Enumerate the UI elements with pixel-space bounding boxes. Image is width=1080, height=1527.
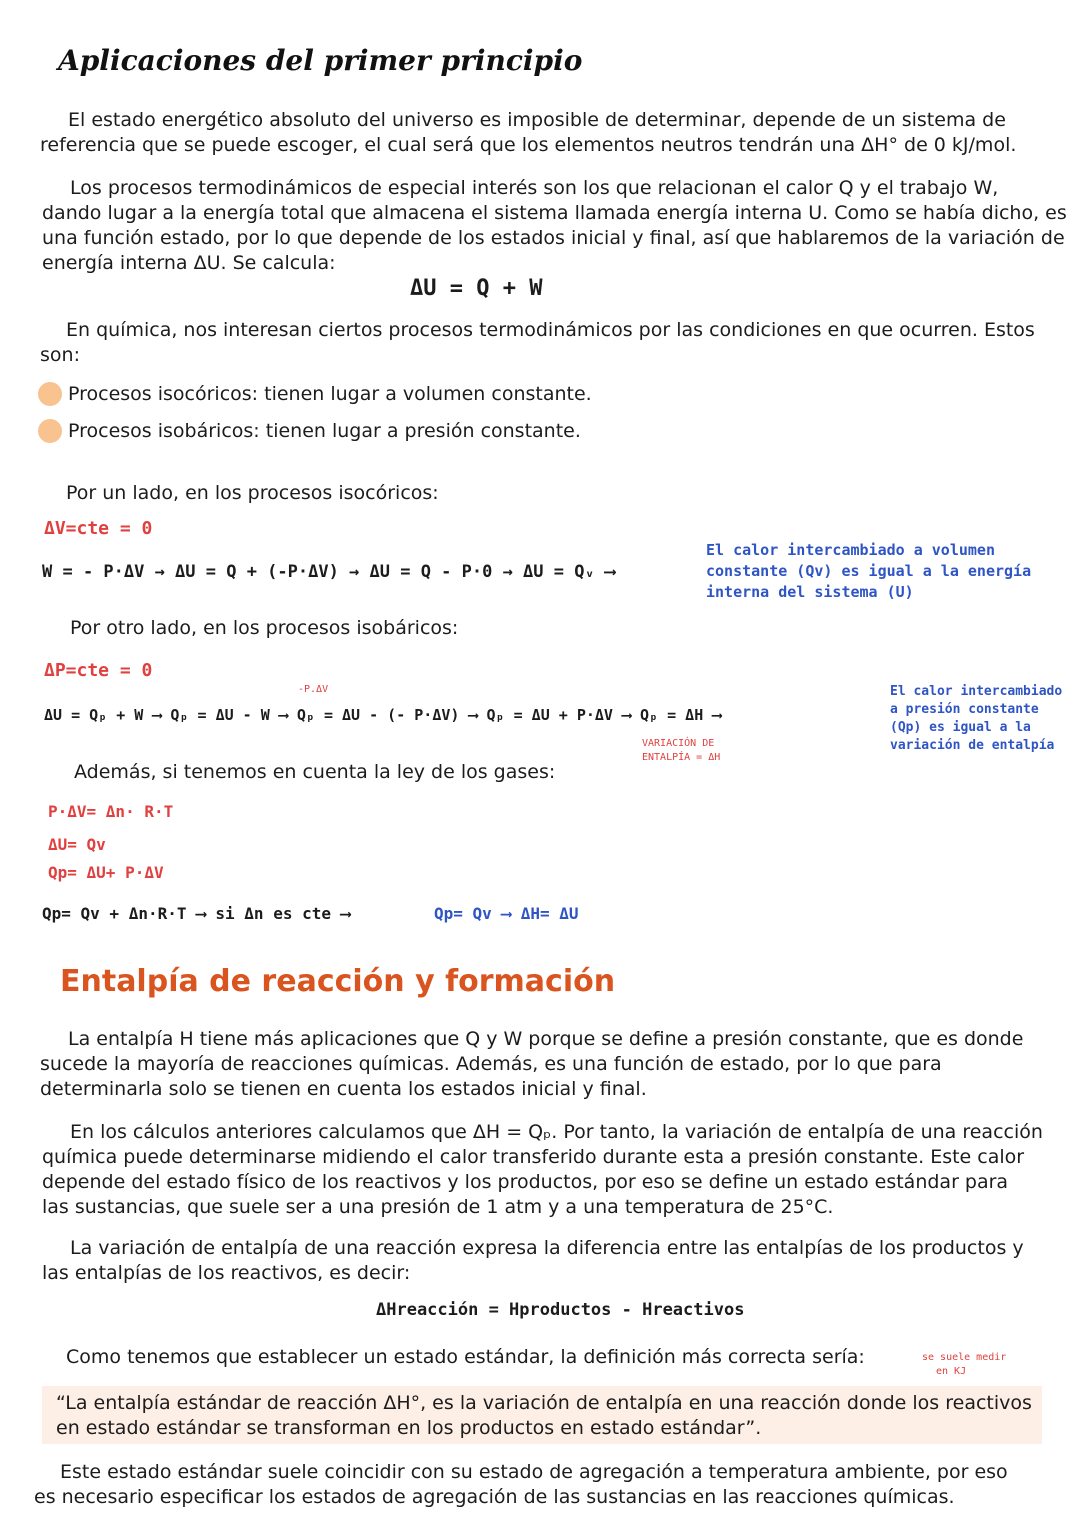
isocoric-note-line: interna del sistema (U) xyxy=(706,583,914,601)
quote-line: “La entalpía estándar de reacción ΔH°, es la variación de entalpía en una reacción donde los reactivos xyxy=(56,1392,1032,1414)
side-note: en KJ xyxy=(936,1366,967,1377)
isobaric-small-note: -P.ΔV xyxy=(298,684,329,695)
section-title-entalpia: Entalpía de reacción y formación xyxy=(60,964,616,999)
section-title-primer-principio: Aplicaciones del primer principio xyxy=(58,44,583,77)
gases-equation: ΔU= Qv xyxy=(48,835,106,854)
isobaric-note-line: (Qp) es igual a la xyxy=(890,720,1031,735)
isocoric-note-line: El calor intercambiado a volumen xyxy=(706,541,995,559)
paragraph-line: La entalpía H tiene más aplicaciones que Q y W porque se define a presión constante, que es donde xyxy=(68,1028,1024,1050)
paragraph-line: depende del estado físico de los reactivos y los productos, por eso se define un estado estándar para xyxy=(42,1171,1009,1193)
isobaric-intro: Por otro lado, en los procesos isobáricos: xyxy=(70,617,459,639)
isocoric-derivation: W = - P·ΔV → ΔU = Q + (-P·ΔV) → ΔU = Q - P·0 → ΔU = Qᵥ ⟶ xyxy=(42,562,616,582)
paragraph-line: La variación de entalpía de una reacción expresa la diferencia entre las entalpías de los productos y xyxy=(70,1237,1024,1259)
gases-equation: P·ΔV= Δn· R·T xyxy=(48,802,174,821)
bullet-isocoric: Procesos isocóricos: tienen lugar a volumen constante. xyxy=(68,383,592,405)
bullet-isobaric: Procesos isobáricos: tienen lugar a presión constante. xyxy=(68,420,581,442)
quote-line: en estado estándar se transforman en los productos en estado estándar”. xyxy=(56,1417,762,1439)
isobaric-condition: ΔP=cte = 0 xyxy=(44,660,153,681)
paragraph-line: sucede la mayoría de reacciones químicas. Además, es una función de estado, por lo que para xyxy=(40,1053,942,1075)
side-note: se suele medir xyxy=(922,1352,1007,1363)
isobaric-note-line: El calor intercambiado xyxy=(890,684,1063,699)
paragraph-line: es necesario especificar los estados de agregación de las sustancias en las reacciones químicas. xyxy=(34,1486,955,1508)
final-derivation-a: Qp= Qv + Δn·R·T ⟶ si Δn es cte ⟶ xyxy=(42,904,351,923)
paragraph-line: En los cálculos anteriores calculamos que ΔH = Qₚ. Por tanto, la variación de entalpía de una reacción xyxy=(70,1121,1043,1143)
gases-equation: Qp= ΔU+ P·ΔV xyxy=(48,863,164,882)
bullet-dot-icon xyxy=(38,419,62,443)
paragraph-line: Como tenemos que establecer un estado estándar, la definición más correcta sería: xyxy=(66,1346,865,1368)
paragraph-line: El estado energético absoluto del universo es imposible de determinar, depende de un sistema de xyxy=(68,109,1006,131)
isobaric-note-line: a presión constante xyxy=(890,702,1039,717)
paragraph-line: energía interna ΔU. Se calcula: xyxy=(42,252,336,274)
formula-internal-energy: ΔU = Q + W xyxy=(410,276,543,301)
isocoric-intro: Por un lado, en los procesos isocóricos: xyxy=(66,482,439,504)
paragraph-line: química puede determinarse midiendo el calor transferido durante esta a presión constante. Este calor xyxy=(42,1146,1025,1168)
paragraph-line: una función estado, por lo que depende de los estados inicial y final, así que hablaremos de la variación de xyxy=(42,227,1065,249)
paragraph-line: las entalpías de los reactivos, es decir: xyxy=(42,1262,411,1284)
isobaric-underline-note: VARIACIÓN DE xyxy=(642,738,715,749)
quote-box xyxy=(42,1386,1042,1444)
paragraph-line: las sustancias, que suele ser a una presión de 1 atm y a una temperatura de 25°C. xyxy=(42,1196,834,1218)
isocoric-note-line: constante (Qv) es igual a la energía xyxy=(706,562,1032,580)
paragraph-line: En química, nos interesan ciertos procesos termodinámicos por las condiciones en que ocurren. Estos xyxy=(66,319,1035,341)
paragraph-line: determinarla solo se tienen en cuenta los estados inicial y final. xyxy=(40,1078,647,1100)
paragraph-line: referencia que se puede escoger, el cual será que los elementos neutros tendrán una ΔH° de 0 kJ/mol. xyxy=(40,134,1017,156)
isobaric-note-line: variación de entalpía xyxy=(890,738,1055,753)
final-derivation-b: Qp= Qv ⟶ ΔH= ΔU xyxy=(434,904,579,923)
isocoric-condition: ΔV=cte = 0 xyxy=(44,518,153,539)
paragraph-line: son: xyxy=(40,344,80,366)
gases-intro: Además, si tenemos en cuenta la ley de los gases: xyxy=(74,761,556,783)
bullet-dot-icon xyxy=(38,382,62,406)
isobaric-underline-note: ENTALPÍA = ΔH xyxy=(642,752,721,763)
paragraph-line: dando lugar a la energía total que almacena el sistema llamada energía interna U. Como se había dicho, es xyxy=(42,202,1067,224)
paragraph-line: Este estado estándar suele coincidir con su estado de agregación a temperatura ambiente, por eso xyxy=(60,1461,1008,1483)
isobaric-derivation: ΔU = Qₚ + W ⟶ Qₚ = ΔU - W ⟶ Qₚ = ΔU - (- P·ΔV) ⟶ Qₚ = ΔU + P·ΔV ⟶ Qₚ = ΔH ⟶ xyxy=(44,706,722,724)
paragraph-line: Los procesos termodinámicos de especial interés son los que relacionan el calor Q y el trabajo W, xyxy=(70,177,999,199)
formula-reaction-enthalpy: ΔHreacción = Hproductos - Hreactivos xyxy=(376,1300,745,1320)
